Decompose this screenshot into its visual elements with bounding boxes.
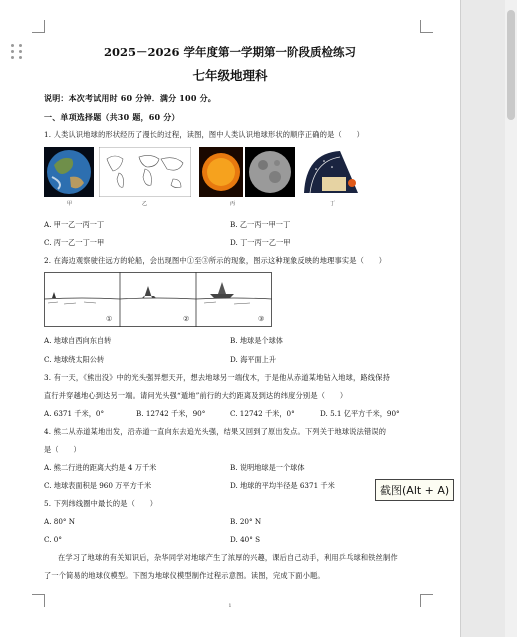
question-2-option-d: D. 海平面上升 [230, 355, 277, 364]
question-3-option-a: A. 6371 千米，0° [44, 409, 105, 418]
question-1-option-a: A. 甲一乙一丙一丁 [44, 220, 105, 229]
question-4-option-b: B. 说明地球是一个球体 [230, 463, 305, 472]
vertical-scrollbar[interactable] [505, 0, 517, 637]
question-2-text: 2. 在海边观察驶往远方的轮船，会出现图中①至③所示的现象，图示这种现象反映的地理事实是（ ） [44, 256, 387, 265]
instructions: 说明：本次考试用时 60 分钟．满分 100 分。 [44, 93, 216, 103]
question-5-option-a: A. 80° N [44, 517, 76, 526]
question-4-text-line-1: 4. 熊二从赤道某地出发，沿赤道一直向东去追光头强，结果又回到了原出发点。下列关于地球说法错误的 [44, 427, 387, 436]
question-4-option-d: D. 地球的平均半径是 6371 千米 [230, 481, 335, 490]
question-3-text-line-2: 直行并穿越地心到达另一端。请问光头强“遁地”前行的大约距离及到达的纬度分别是（ ） [44, 391, 348, 400]
ancient-cosmology-illustration [300, 147, 362, 197]
question-1-option-d: D. 丁一丙一乙一甲 [230, 238, 291, 247]
passage-line-2: 了一个简易的地球仪模型。下图为地球仪模型制作过程示意图。读图，完成下面小题。 [44, 571, 325, 580]
question-1-text: 1. 人类认识地球的形状经历了漫长的过程，读图，图中人类认识地球形状的顺序正确的是（ ） [44, 130, 365, 139]
moon-photo-image [245, 147, 295, 197]
question-4-option-a: A. 熊二行进的距离大约是 4 万千米 [44, 463, 157, 472]
question-5-option-c: C. 0° [44, 535, 62, 544]
image-caption: 乙 [142, 201, 148, 207]
document-title: 2025－2026 学年度第一学期第一阶段质检练习 [103, 45, 356, 59]
question-5-text: 5. 下列纬线圈中最长的是（ ） [44, 499, 158, 508]
question-3-option-b: B. 12742 千米，90° [136, 409, 206, 418]
question-3-text-line-1: 3. 有一天，《熊出没》中的光头强异想天开，想去地球另一端伐木，于是他从赤道某地钻入地球，路线保持 [44, 373, 390, 382]
question-3-option-c: C. 12742 千米，0° [230, 409, 295, 418]
question-4-text-line-2: 是（ ） [44, 445, 81, 454]
question-2-option-b: B. 地球是个球体 [230, 336, 283, 345]
section-heading: 一、单项选择题（共30 题，60 分） [44, 112, 180, 122]
question-3-option-d: D. 5.1 亿平方千米，90° [320, 409, 400, 418]
image-caption: 丙 [230, 201, 236, 207]
question-4-option-c: C. 地球表面积是 960 万平方千米 [44, 481, 152, 490]
question-1-option-b: B. 乙一丙一甲一丁 [230, 220, 291, 229]
question-2-option-a: A. 地球自西向东自转 [44, 336, 112, 345]
image-caption: 丁 [330, 201, 336, 207]
diagram-label: ② [183, 315, 190, 323]
world-map-image [99, 147, 191, 197]
diagram-label: ① [106, 315, 113, 323]
question-5-option-d: D. 40° S [230, 535, 261, 544]
document-subtitle: 七年级地理科 [192, 68, 268, 83]
scrollbar-thumb[interactable] [507, 10, 515, 120]
page-corner-mark [32, 20, 45, 33]
earth-photo-image [44, 147, 94, 197]
ships-on-sea-diagram [44, 272, 272, 327]
question-2-option-c: C. 地球绕太阳公转 [44, 355, 105, 364]
page-number: 1 [228, 603, 232, 609]
question-5-option-b: B. 20° N [230, 517, 262, 526]
diagram-label: ③ [258, 315, 265, 323]
sun-photo-image [199, 147, 243, 197]
question-1-option-c: C. 丙一乙一丁一甲 [44, 238, 105, 247]
page-corner-mark [420, 20, 433, 33]
passage-line-1: 在学习了地球的有关知识后，杂华同学对地球产生了浓厚的兴趣，课后自己动手，利用乒乓球和铁丝制作 [58, 553, 398, 562]
image-caption: 甲 [67, 201, 73, 207]
screenshot-tooltip: 截图(Alt + A) [375, 479, 454, 501]
